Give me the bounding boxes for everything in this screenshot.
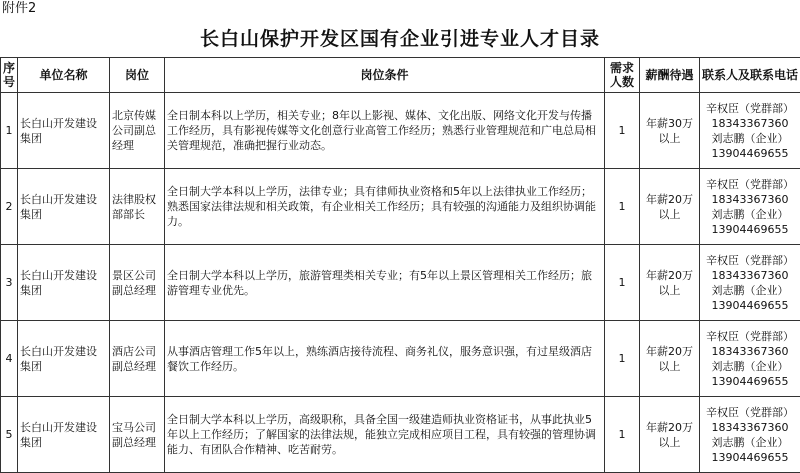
salary: 年薪20万以上 — [640, 169, 700, 245]
table-row — [1, 321, 800, 397]
header-unit: 单位名称 — [18, 58, 110, 93]
contact-person-2: 刘志鹏（企业） — [702, 207, 798, 222]
salary: 年薪20万以上 — [640, 321, 700, 397]
required-count: 1 — [605, 169, 640, 245]
row-number: 5 — [1, 397, 18, 473]
position-conditions: 全日制大学本科以上学历，高级职称，具备全国一级建造师执业资格证书，从事此执业5年以上工作经历；了解国家的法律法规，能独立完成相应项目工程，具有较强的管理协调能力、有团队合作精神、吃苦耐劳。 — [165, 397, 605, 473]
contact-phone-1: 18343367360 — [702, 116, 798, 131]
contact-person-1: 辛权臣（党群部） — [702, 177, 798, 192]
header-position: 岗位 — [110, 58, 165, 93]
contact-phone-1: 18343367360 — [702, 420, 798, 435]
contact-phone-1: 18343367360 — [702, 268, 798, 283]
position-name: 宝马公司副总经理 — [110, 397, 165, 473]
position-name: 景区公司副总经理 — [110, 245, 165, 321]
table-row — [1, 93, 800, 169]
contact-person-1: 辛权臣（党群部） — [702, 101, 798, 116]
table-header-row — [1, 58, 800, 93]
talent-table — [0, 57, 800, 473]
table-row — [1, 397, 800, 473]
position-name: 酒店公司副总经理 — [110, 321, 165, 397]
contact-phone-2: 13904469655 — [702, 146, 798, 161]
contact-info — [700, 245, 800, 321]
contact-person-2: 刘志鹏（企业） — [702, 359, 798, 374]
contact-person-2: 刘志鹏（企业） — [702, 131, 798, 146]
attachment-label: 附件2 — [2, 1, 36, 17]
contact-phone-2: 13904469655 — [702, 450, 798, 465]
contact-phone-2: 13904469655 — [702, 298, 798, 313]
table-row — [1, 169, 800, 245]
contact-phone-2: 13904469655 — [702, 374, 798, 389]
salary: 年薪20万以上 — [640, 397, 700, 473]
contact-phone-2: 13904469655 — [702, 222, 798, 237]
header-salary: 薪酬待遇 — [640, 58, 700, 93]
header-count: 需求人数 — [605, 58, 640, 93]
contact-person-1: 辛权臣（党群部） — [702, 329, 798, 344]
contact-person-2: 刘志鹏（企业） — [702, 283, 798, 298]
header-contact: 联系人及联系电话 — [700, 58, 800, 93]
row-number: 3 — [1, 245, 18, 321]
contact-person-1: 辛权臣（党群部） — [702, 253, 798, 268]
required-count: 1 — [605, 397, 640, 473]
position-conditions: 全日制大学本科以上学历，法律专业；具有律师执业资格和5年以上法律执业工作经历；熟悉国家法律法规和相关政策，有企业相关工作经历；具有较强的沟通能力及组织协调能力。 — [165, 169, 605, 245]
row-number: 1 — [1, 93, 18, 169]
unit-name: 长白山开发建设集团 — [18, 245, 110, 321]
salary: 年薪30万以上 — [640, 93, 700, 169]
required-count: 1 — [605, 245, 640, 321]
header-no: 序号 — [1, 58, 18, 93]
contact-phone-1: 18343367360 — [702, 192, 798, 207]
position-name: 北京传媒公司副总经理 — [110, 93, 165, 169]
contact-phone-1: 18343367360 — [702, 344, 798, 359]
salary: 年薪20万以上 — [640, 245, 700, 321]
unit-name: 长白山开发建设集团 — [18, 93, 110, 169]
position-conditions: 全日制大学本科以上学历，旅游管理类相关专业；有5年以上景区管理相关工作经历；旅游管理专业优先。 — [165, 245, 605, 321]
contact-info — [700, 169, 800, 245]
contact-person-1: 辛权臣（党群部） — [702, 405, 798, 420]
contact-info — [700, 397, 800, 473]
header-conditions: 岗位条件 — [165, 58, 605, 93]
document-title: 长白山保护开发区国有企业引进专业人才目录 — [0, 25, 800, 53]
row-number: 2 — [1, 169, 18, 245]
contact-person-2: 刘志鹏（企业） — [702, 435, 798, 450]
unit-name: 长白山开发建设集团 — [18, 321, 110, 397]
contact-info — [700, 93, 800, 169]
position-name: 法律股权部部长 — [110, 169, 165, 245]
position-conditions: 从事酒店管理工作5年以上，熟练酒店接待流程、商务礼仪，服务意识强，有过星级酒店餐饮工作经历。 — [165, 321, 605, 397]
required-count: 1 — [605, 93, 640, 169]
unit-name: 长白山开发建设集团 — [18, 169, 110, 245]
unit-name: 长白山开发建设集团 — [18, 397, 110, 473]
table-row — [1, 245, 800, 321]
position-conditions: 全日制本科以上学历，相关专业；8年以上影视、媒体、文化出版、网络文化开发与传播工作经历，具有影视传媒等文化创意行业高管工作经历；熟悉行业管理规范和广电总局相关管理规范，准确把握行业动态。 — [165, 93, 605, 169]
contact-info — [700, 321, 800, 397]
row-number: 4 — [1, 321, 18, 397]
required-count: 1 — [605, 321, 640, 397]
